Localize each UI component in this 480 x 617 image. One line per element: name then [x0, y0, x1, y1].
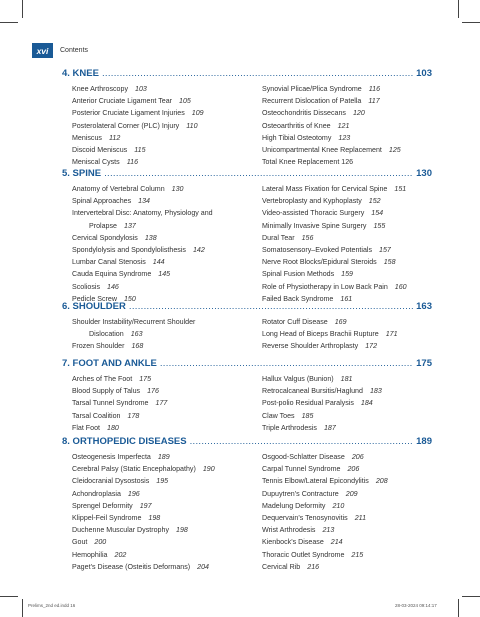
toc-entry-page: 210 [332, 501, 345, 510]
toc-entry[interactable] [72, 385, 262, 397]
toc-entry[interactable] [72, 195, 262, 207]
leader-dots [190, 436, 414, 447]
toc-entry[interactable] [72, 512, 262, 524]
toc-entry-title: Long Head of Biceps Brachii Rupture [262, 330, 379, 339]
toc-entry-page: 158 [383, 258, 396, 267]
section-page-number: 175 [416, 358, 432, 369]
toc-entry[interactable] [262, 195, 452, 207]
toc-entry-page: 151 [394, 185, 407, 193]
toc-entry-title: Intervertebral Disc: Anatomy, Physiology and [72, 209, 213, 218]
toc-entry-title: Achondroplasia [72, 489, 121, 498]
toc-entry-title: Madelung Deformity [262, 501, 326, 510]
toc-column-left [72, 83, 262, 168]
toc-entry[interactable] [72, 500, 262, 512]
toc-entry-page: 172 [365, 342, 378, 351]
toc-entry-title: Paget’s Disease (Osteitis Deformans) [72, 562, 191, 571]
toc-entry-page: 204 [197, 562, 209, 571]
toc-entry[interactable] [262, 561, 452, 573]
toc-entry-title: Nerve Root Blocks/Epidural Steroids [262, 258, 377, 267]
toc-entry-page: 202 [114, 550, 127, 559]
section-title[interactable] [62, 168, 432, 182]
toc-entry-title: Failed Back Syndrome [262, 294, 334, 303]
toc-entry-title: Arches of The Foot [72, 375, 133, 383]
toc-entry[interactable] [262, 183, 452, 195]
toc-entry-title: Pedicle Screw [72, 294, 117, 303]
section-page-number: 163 [416, 301, 432, 312]
toc-entry-page: 195 [156, 477, 169, 486]
toc-entry[interactable] [262, 512, 452, 524]
toc-entry-page: 187 [323, 423, 336, 432]
toc-entry-page: 178 [127, 411, 140, 420]
toc-entry[interactable] [262, 524, 452, 536]
toc-entry-title: Lumbar Canal Stenosis [72, 258, 146, 267]
toc-entry-page: 211 [354, 514, 367, 523]
toc-entry[interactable] [262, 488, 452, 500]
toc-entry-page: 112 [108, 133, 121, 142]
toc-entry[interactable] [262, 536, 452, 548]
toc-entry[interactable] [262, 500, 452, 512]
page-number: xvi [32, 43, 53, 58]
toc-entry-page: 198 [148, 514, 161, 523]
toc-entry-page: 152 [368, 197, 381, 206]
toc-entry[interactable] [262, 132, 452, 144]
toc-entry-title: Role of Physiotherapy in Low Back Pain [262, 282, 388, 291]
toc-column-left [72, 316, 262, 353]
section-page-number: 189 [416, 436, 432, 447]
toc-entry-page: 200 [94, 538, 107, 547]
toc-entry-page: 198 [176, 526, 188, 535]
toc-entry-title: Synovial Plicae/Plica Syndrome [262, 85, 362, 93]
toc-entry-page: 163 [130, 330, 143, 339]
section-title[interactable] [62, 358, 432, 372]
toc-entry-page: 196 [127, 489, 140, 498]
toc-entry[interactable] [262, 397, 452, 409]
toc-entry[interactable] [262, 207, 452, 219]
section-title-text: 6. SHOULDER [62, 301, 126, 312]
section-title[interactable] [62, 436, 432, 450]
toc-entry[interactable] [262, 83, 452, 95]
crop-mark [458, 0, 459, 18]
toc-entry-title: Anatomy of Vertebral Column [72, 185, 165, 193]
toc-entry[interactable] [72, 328, 262, 340]
toc-entry[interactable] [72, 373, 262, 385]
toc-entry-title: Osgood-Schlatter Disease [262, 453, 345, 461]
toc-entry-title: Osteoarthritis of Knee [262, 121, 331, 130]
toc-entry-title: Meniscus [72, 133, 102, 142]
toc-entry[interactable] [72, 232, 262, 244]
toc-entry[interactable] [72, 144, 262, 156]
toc-entry-page: 190 [202, 465, 215, 474]
toc-entry-page: 150 [123, 294, 136, 303]
toc-entry-page: 206 [351, 453, 364, 461]
toc-entry[interactable] [72, 340, 262, 352]
toc-entry[interactable] [262, 244, 452, 256]
toc-entry[interactable] [262, 220, 452, 232]
toc-entry[interactable] [262, 475, 452, 487]
toc-entry-page: 145 [158, 270, 171, 279]
toc-entry[interactable] [72, 316, 262, 328]
toc-entry[interactable] [262, 268, 452, 280]
crop-mark [22, 599, 23, 617]
toc-entry[interactable] [72, 132, 262, 144]
toc-column-right [262, 451, 452, 573]
toc-entry-page: 130 [171, 185, 184, 193]
toc-entry[interactable] [262, 107, 452, 119]
toc-entry-title: Cervical Rib [262, 562, 301, 571]
toc-entry-page: 109 [191, 109, 204, 118]
toc-entry[interactable] [72, 451, 262, 463]
toc-entry[interactable] [72, 524, 262, 536]
toc-entry-title: Tarsal Tunnel Syndrome [72, 399, 149, 408]
toc-entry-page: 116 [368, 85, 381, 93]
toc-entry-page: 117 [368, 97, 380, 106]
section-title-text: 8. ORTHOPEDIC DISEASES [62, 436, 187, 447]
toc-entry-title: Spinal Fusion Methods [262, 270, 335, 279]
toc-entry[interactable] [72, 410, 262, 422]
toc-entry-page: 159 [341, 270, 354, 279]
toc-entry[interactable] [72, 488, 262, 500]
section-title-text: 7. FOOT AND ANKLE [62, 358, 157, 369]
toc-entry-title: Triple Arthrodesis [262, 423, 317, 432]
toc-entry-title: Tarsal Coalition [72, 411, 121, 420]
toc-entry[interactable] [72, 549, 262, 561]
toc-entry[interactable] [72, 268, 262, 280]
toc-entry-title: Thoracic Outlet Syndrome [262, 550, 345, 559]
toc-entry-title: Somatosensory–Evoked Potentials [262, 246, 373, 255]
toc-entry-page: 115 [134, 146, 146, 155]
toc-entry-title: High Tibial Osteotomy [262, 133, 332, 142]
toc-entry-title: Kienbock’s Disease [262, 538, 324, 547]
toc-entry-page: 156 [301, 233, 314, 242]
toc-entry-page: 185 [301, 411, 314, 420]
leader-dots [104, 168, 413, 179]
toc-entry-title: Cervical Spondylosis [72, 233, 138, 242]
toc-column-left [72, 373, 262, 434]
toc-entry-title: Osteogenesis Imperfecta [72, 453, 151, 461]
toc-entry[interactable] [72, 83, 262, 95]
toc-entry[interactable] [262, 340, 452, 352]
toc-entry-title: Reverse Shoulder Arthroplasty [262, 342, 359, 351]
toc-entry-page: 189 [157, 453, 170, 461]
toc-entry[interactable] [262, 316, 452, 328]
toc-entry[interactable] [72, 256, 262, 268]
toc-entry-title: Wrist Arthrodesis [262, 526, 316, 535]
crop-mark [0, 596, 18, 597]
toc-entry-page: 142 [192, 246, 205, 255]
toc-entry[interactable] [262, 144, 452, 156]
toc-entry[interactable] [262, 422, 452, 434]
toc-entry-title: Knee Arthroscopy [72, 85, 128, 93]
toc-entry-title: Flat Foot [72, 423, 100, 432]
toc-column-left [72, 451, 262, 573]
toc-entry-title: Tennis Elbow/Lateral Epicondylitis [262, 477, 369, 486]
toc-entry-page: 154 [371, 209, 384, 218]
toc-entry-page: 213 [322, 526, 335, 535]
toc-entry[interactable] [262, 385, 452, 397]
toc-entry-title: Dural Tear [262, 233, 295, 242]
toc-entry-page: 206 [347, 465, 360, 474]
toc-entry[interactable] [72, 281, 262, 293]
toc-entry-title: Prolapse [89, 221, 117, 230]
toc-entry[interactable] [262, 156, 452, 168]
toc-entry[interactable] [72, 397, 262, 409]
toc-entry[interactable] [262, 256, 452, 268]
toc-entry[interactable] [72, 475, 262, 487]
toc-entry-page: 125 [388, 146, 401, 155]
toc-entry-page: 177 [155, 399, 168, 408]
toc-entry-page: 160 [394, 282, 407, 291]
toc-entry-title: Recurrent Dislocation of Patella [262, 97, 362, 106]
toc-entry-page: 183 [369, 387, 382, 396]
toc-entry[interactable] [262, 463, 452, 475]
toc-entry[interactable] [72, 207, 262, 219]
toc-entry-title: Unicompartmental Knee Replacement [262, 146, 382, 155]
toc-entry-title: Claw Toes [262, 411, 295, 420]
toc-entry-title: Hallux Valgus (Bunion) [262, 375, 334, 383]
toc-entry-title: Carpal Tunnel Syndrome [262, 465, 341, 474]
toc-entry[interactable] [72, 244, 262, 256]
toc-entry-page: 175 [139, 375, 152, 383]
toc-entry-page: 197 [139, 501, 152, 510]
crop-mark [462, 22, 480, 23]
toc-entry-title: Vertebroplasty and Kyphoplasty [262, 197, 362, 206]
toc-entry[interactable] [72, 536, 262, 548]
toc-entry-title: Sprengel Deformity [72, 501, 133, 510]
toc-entry-page: 208 [375, 477, 388, 486]
toc-entry-page: 171 [385, 330, 398, 339]
toc-entry-title: Video-assisted Thoracic Surgery [262, 209, 365, 218]
toc-column-right [262, 83, 452, 168]
toc-entry-page: 214 [330, 538, 343, 547]
section-page-number: 130 [416, 168, 432, 179]
toc-entry-title: Dupuytren’s Contracture [262, 489, 339, 498]
toc-entry[interactable] [72, 95, 262, 107]
toc-entry-page: 157 [379, 246, 391, 255]
toc-column-right [262, 183, 452, 305]
section-title[interactable] [62, 68, 432, 82]
toc-entry-title: Retrocalcaneal Bursitis/Haglund [262, 387, 363, 396]
toc-entry-title: Discoid Meniscus [72, 146, 128, 155]
toc-entry[interactable] [262, 120, 452, 132]
toc-entry[interactable] [262, 451, 452, 463]
crop-mark [458, 599, 459, 617]
toc-entry-page: 155 [373, 221, 386, 230]
toc-entry-page: 169 [334, 318, 347, 326]
toc-entry-page: 105 [179, 97, 191, 106]
toc-entry-page: 161 [340, 294, 353, 303]
leader-dots [129, 301, 413, 312]
toc-entry-title: Anterior Cruciate Ligament Tear [72, 97, 173, 106]
toc-entry-title: Dequervain’s Tenosynovitis [262, 514, 348, 523]
toc-entry-title: Cerebral Palsy (Static Encephalopathy) [72, 465, 196, 474]
toc-entry[interactable] [262, 410, 452, 422]
toc-entry-title: Klippel-Feil Syndrome [72, 514, 142, 523]
crop-mark [462, 596, 480, 597]
toc-entry-title: Lateral Mass Fixation for Cervical Spine [262, 185, 388, 193]
toc-entry-page: 103 [135, 85, 147, 93]
toc-entry-title: Minimally Invasive Spine Surgery [262, 221, 367, 230]
section-title-text: 5. SPINE [62, 168, 102, 179]
toc-entry-page: 215 [351, 550, 364, 559]
toc-entry-title: Shoulder Instability/Recurrent Shoulder [72, 318, 196, 326]
toc-entry[interactable] [72, 561, 262, 573]
toc-entry-title: Frozen Shoulder [72, 342, 125, 351]
toc-entry-title: Gout [72, 538, 88, 547]
toc-entry-title: Rotator Cuff Disease [262, 318, 328, 326]
toc-entry[interactable] [262, 549, 452, 561]
toc-entry-page: 144 [152, 258, 165, 267]
toc-entry-page: 181 [340, 375, 353, 383]
toc-entry[interactable] [72, 463, 262, 475]
toc-entry-title: Meniscal Cysts [72, 158, 120, 167]
section-title-text: 4. KNEE [62, 68, 99, 79]
toc-entry-page: 121 [337, 121, 350, 130]
toc-entry-title: Cauda Equina Syndrome [72, 270, 152, 279]
toc-entry-page: 134 [138, 197, 151, 206]
section-page-number: 103 [416, 68, 432, 79]
toc-entry-title: Blood Supply of Talus [72, 387, 141, 396]
toc-column-left [72, 183, 262, 305]
toc-entry[interactable] [72, 120, 262, 132]
toc-entry-title: Post-polio Residual Paralysis [262, 399, 354, 408]
toc-entry-page: 116 [126, 158, 139, 167]
toc-entry-title: Cleidocranial Dysostosis [72, 477, 150, 486]
running-head: Contents [60, 47, 89, 54]
toc-entry-title: Spinal Approaches [72, 197, 132, 206]
toc-entry[interactable] [72, 422, 262, 434]
toc-entry-title: Osteochondritis Dissecans [262, 109, 346, 118]
toc-entry[interactable] [262, 373, 452, 385]
toc-entry[interactable] [262, 281, 452, 293]
toc-entry-title: Posterolateral Corner (PLC) Injury [72, 121, 180, 130]
toc-entry-title: Hemophilia [72, 550, 108, 559]
toc-entry-page: 110 [186, 121, 198, 130]
toc-column-right [262, 373, 452, 434]
toc-column-right [262, 316, 452, 353]
toc-entry-page: 184 [360, 399, 373, 408]
toc-entry-title: Total Knee Replacement 126 [262, 158, 354, 167]
crop-mark [22, 0, 23, 18]
toc-entry-page: 138 [144, 233, 157, 242]
toc-entry-page: 168 [131, 342, 144, 351]
toc-entry[interactable] [72, 220, 262, 232]
toc-entry-page: 146 [107, 282, 119, 291]
toc-entry[interactable] [72, 156, 262, 168]
toc-entry-page: 123 [338, 133, 351, 142]
toc-entry-page: 176 [147, 387, 159, 396]
toc-entry[interactable] [262, 95, 452, 107]
leader-dots [160, 358, 413, 369]
leader-dots [102, 68, 413, 79]
toc-entry-page: 216 [307, 562, 320, 571]
section-title[interactable] [62, 301, 432, 315]
toc-entry-title: Posterior Cruciate Ligament Injuries [72, 109, 185, 118]
footer-timestamp: 28-03-2024 09:14:17 [395, 603, 437, 608]
toc-entry[interactable] [262, 232, 452, 244]
toc-entry[interactable] [72, 107, 262, 119]
toc-entry-page: 209 [345, 489, 358, 498]
crop-mark [0, 22, 18, 23]
toc-entry-page: 180 [107, 423, 119, 432]
toc-entry-page: 120 [352, 109, 365, 118]
toc-entry-title: Spondylolysis and Spondylolisthesis [72, 246, 186, 255]
toc-entry-title: Duchenne Muscular Dystrophy [72, 526, 169, 535]
footer-file-info: Prelims_2nd ed.indd 16 [28, 603, 76, 608]
toc-entry[interactable] [262, 328, 452, 340]
toc-entry[interactable] [72, 183, 262, 195]
toc-entry-page: 137 [124, 221, 136, 230]
toc-entry-title: Dislocation [89, 330, 124, 339]
toc-entry-title: Scoliosis [72, 282, 100, 291]
